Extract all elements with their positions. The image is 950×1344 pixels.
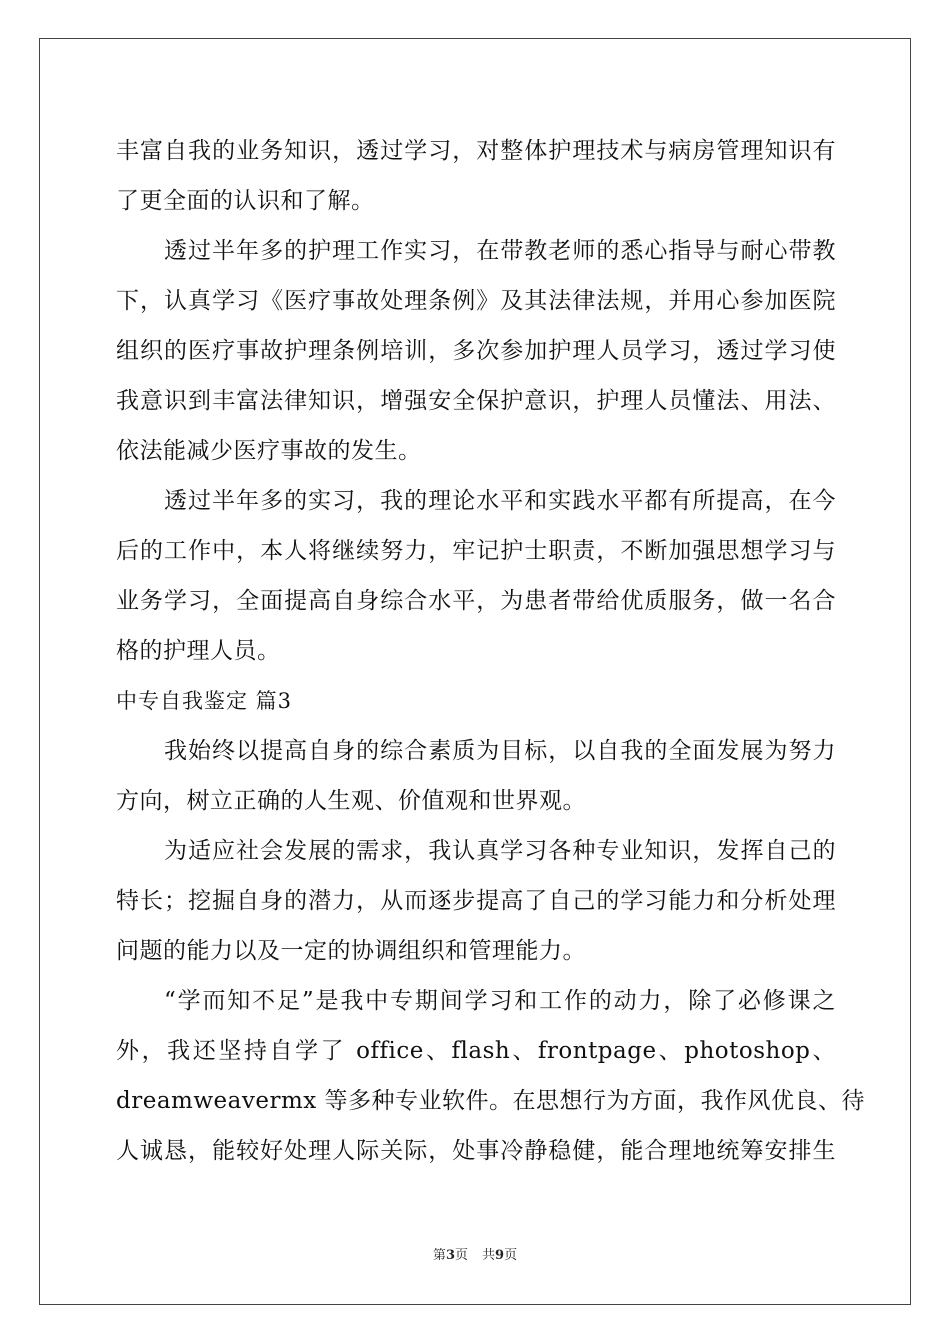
text-line: dreamweavermx 等多种专业软件。在思想行为方面，我作风优良、待 xyxy=(116,1088,866,1114)
text-line: 组织的医疗事故护理条例培训，多次参加护理人员学习，透过学习使 xyxy=(116,338,836,364)
text-line: “学而知不足”是我中专期间学习和工作的动力，除了必修课之 xyxy=(164,988,836,1014)
text-line: 业务学习，全面提高自身综合水平，为患者带给优质服务，做一名合 xyxy=(116,588,836,614)
text-line: 格的护理人员。 xyxy=(116,638,281,664)
text-line: 问题的能力以及一定的协调组织和管理能力。 xyxy=(116,938,586,964)
text-line: 方向，树立正确的人生观、价值观和世界观。 xyxy=(116,788,586,814)
page-footer xyxy=(0,1247,950,1265)
text-line: 外，我还坚持自学了 office、flash、frontpage、photoshop、 xyxy=(116,1038,836,1064)
document-body xyxy=(116,126,866,1176)
text-line: 后的工作中，本人将继续努力，牢记护士职责，不断加强思想学习与 xyxy=(116,538,836,564)
text-line: 依法能减少医疗事故的发生。 xyxy=(116,438,422,464)
page-suffix: 页 xyxy=(454,1248,468,1263)
text-line: 下，认真学习《医疗事故处理条例》及其法律法规，并用心参加医院 xyxy=(116,288,836,314)
total-page-number: 9 xyxy=(495,1248,505,1263)
text-line: 人诚恳，能较好处理人际关际，处事冷静稳健，能合理地统筹安排生 xyxy=(116,1138,836,1164)
text-line: 为适应社会发展的需求，我认真学习各种专业知识，发挥自己的 xyxy=(164,838,836,864)
text-line: 了更全面的认识和了解。 xyxy=(116,188,375,214)
section-heading: 中专自我鉴定 篇3 xyxy=(116,689,293,713)
text-line: 透过半年多的护理工作实习，在带教老师的悉心指导与耐心带教 xyxy=(164,238,836,264)
text-line: 特长；挖掘自身的潜力，从而逐步提高了自己的学习能力和分析处理 xyxy=(116,888,836,914)
text-line: 我始终以提高自身的综合素质为目标，以自我的全面发展为努力 xyxy=(164,738,836,764)
text-line: 透过半年多的实习，我的理论水平和实践水平都有所提高，在今 xyxy=(164,488,836,514)
current-page-number: 3 xyxy=(445,1248,455,1263)
text-line: 丰富自我的业务知识，透过学习，对整体护理技术与病房管理知识有 xyxy=(116,138,836,164)
total-prefix: 共 xyxy=(482,1248,496,1263)
page-prefix: 第 xyxy=(432,1248,446,1263)
total-suffix: 页 xyxy=(504,1248,518,1263)
text-line: 我意识到丰富法律知识，增强安全保护意识，护理人员懂法、用法、 xyxy=(116,388,836,414)
